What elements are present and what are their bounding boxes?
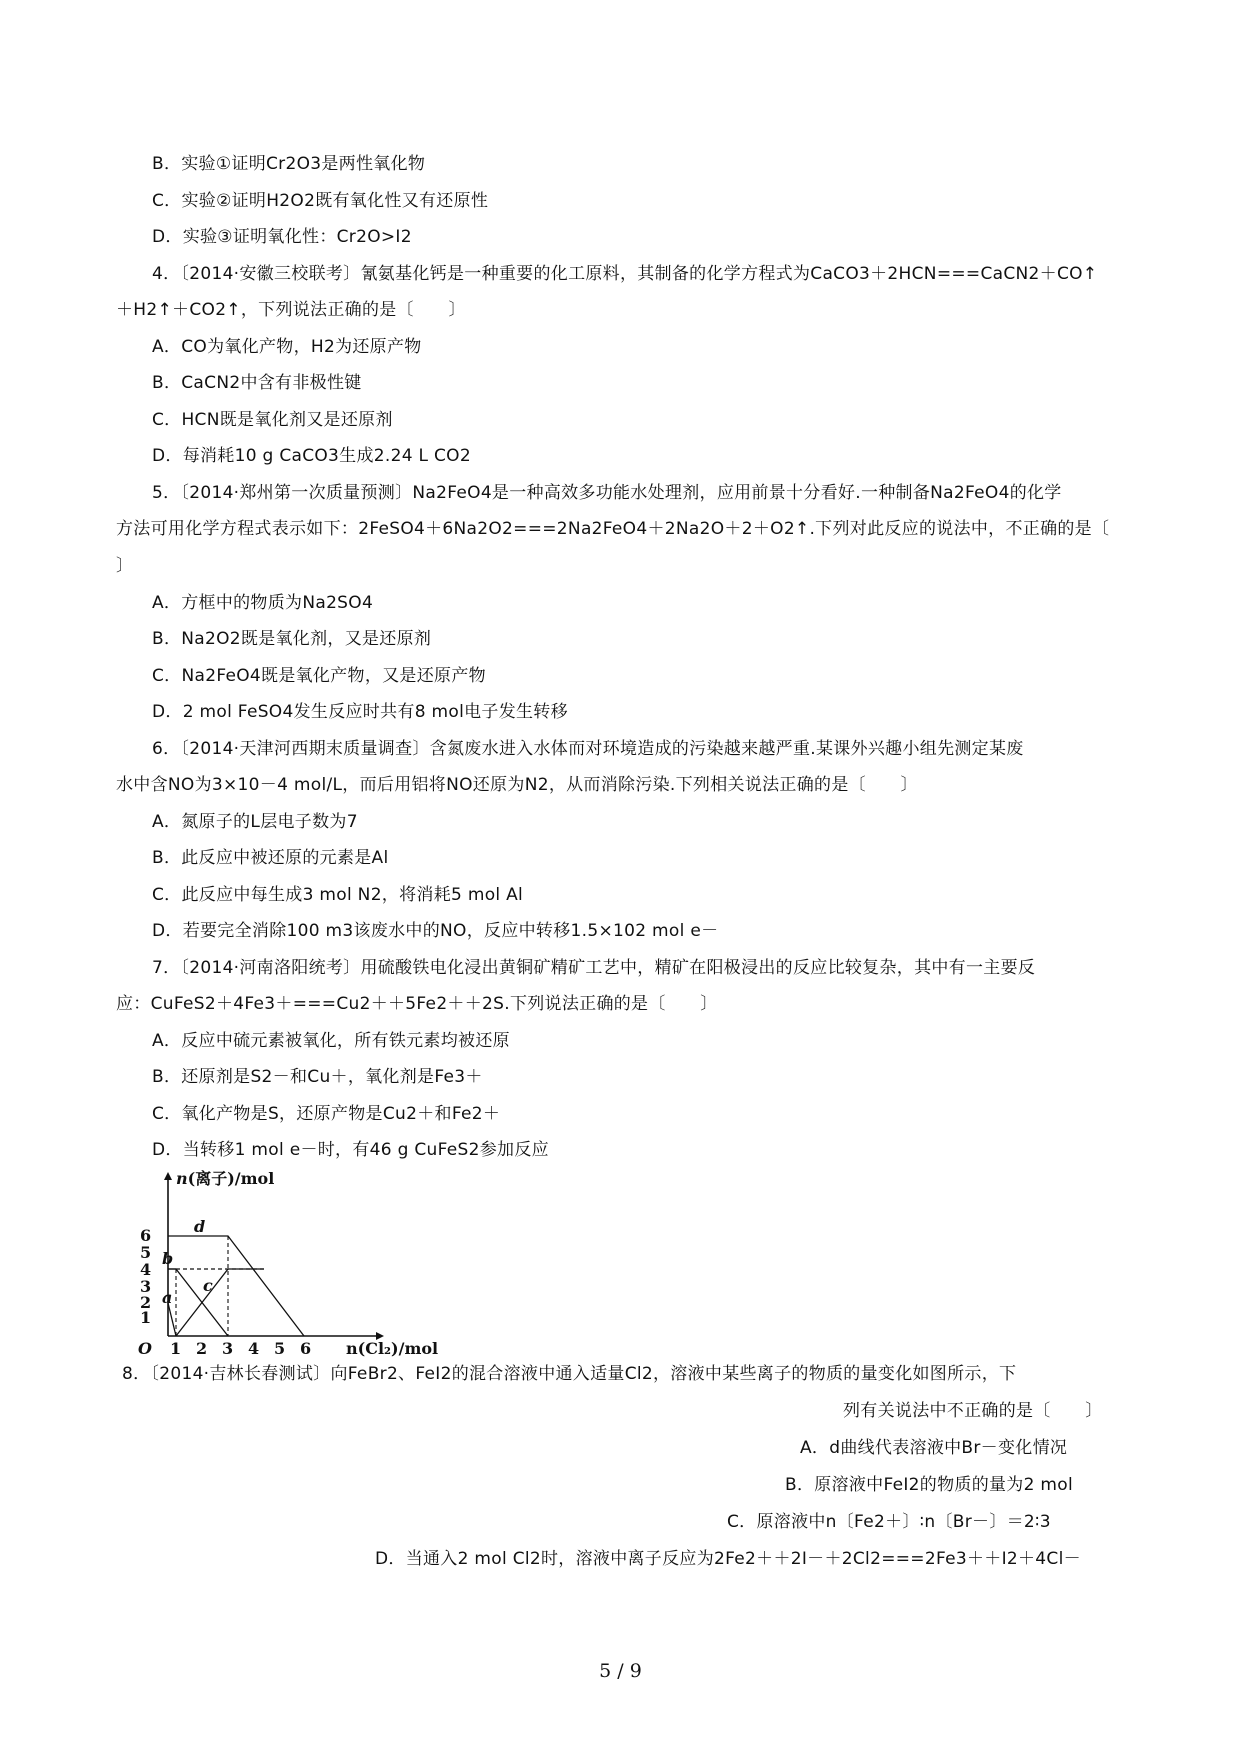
question-6-stem: 6．〔2014·天津河西期末质量调查〕含氮废水进入水体而对环境造成的污染越来越严重.某课外兴趣小组先测定某废 [152, 739, 1024, 759]
option-b-q8: B．原溶液中FeI2的物质的量为2 mol [785, 1475, 1074, 1495]
question-8-stem-cont: 列有关说法中不正确的是〔 〕 [843, 1401, 1103, 1421]
curve-b [168, 1269, 228, 1336]
option-c-q8: C．原溶液中n〔Fe2＋〕∶n〔Br－〕＝2∶3 [727, 1512, 1051, 1532]
question-7-stem: 7．〔2014·河南洛阳统考〕用硫酸铁电化浸出黄铜矿精矿工艺中，精矿在阳极浸出的反应比较复杂，其中有一主要反 [152, 958, 1036, 978]
origin-label: O [138, 1339, 152, 1358]
option-c-q3: C．实验②证明H2O2既有氧化性又有还原性 [152, 191, 489, 211]
option-b-q7: B．还原剂是S2－和Cu＋，氧化剂是Fe3＋ [152, 1067, 483, 1087]
option-a-q7: A．反应中硫元素被氧化，所有铁元素均被还原 [152, 1031, 510, 1051]
y-axis-label: n(离子)/mol [176, 1169, 275, 1188]
curve-a [168, 1303, 176, 1336]
option-d-q4: D．每消耗10 g CaCO3生成2.24 L CO2 [152, 446, 471, 466]
option-c-q4: C．HCN既是氧化剂又是还原剂 [152, 410, 393, 430]
option-a-q6: A．氮原子的L层电子数为7 [152, 812, 358, 832]
option-b-q4: B．CaCN2中含有非极性键 [152, 373, 362, 393]
y-tick-1: 1 [140, 1308, 152, 1327]
option-d-q6: D．若要完全消除100 m3该废水中的NO，反应中转移1.5×102 mol e－ [152, 921, 719, 941]
x-tick-5: 5 [274, 1339, 286, 1358]
x-tick-6: 6 [300, 1339, 312, 1358]
y-tick-2: 2 [140, 1293, 152, 1312]
option-d-q3: D．实验③证明氧化性：Cr2O>I2 [152, 227, 412, 247]
option-c-q6: C．此反应中每生成3 mol N2，将消耗5 mol Al [152, 885, 524, 905]
x-tick-1: 1 [170, 1339, 182, 1358]
curve-label-c: c [203, 1276, 213, 1295]
option-d-q7: D．当转移1 mol e－时，有46 g CuFeS2参加反应 [152, 1140, 549, 1160]
curve-label-a: a [162, 1288, 173, 1307]
question-6-stem-cont: 水中含NO为3×10－4 mol/L，而后用铝将NO还原为N2，从而消除污染.下列相关说法正确的是〔 〕 [116, 775, 918, 795]
question-5-stem-bracket: 〕 [116, 556, 134, 576]
question-4-stem: 4．〔2014·安徽三校联考〕氰氨基化钙是一种重要的化工原料，其制备的化学方程式为CaCO3＋2HCN===CaCN2＋CO↑ [152, 264, 1098, 284]
option-a-q8: A．d曲线代表溶液中Br－变化情况 [800, 1438, 1068, 1458]
option-c-q5: C．Na2FeO4既是氧化产物，又是还原产物 [152, 666, 486, 686]
question-4-stem-cont: ＋H2↑＋CO2↑，下列说法正确的是〔 〕 [116, 300, 466, 320]
y-tick-6: 6 [140, 1226, 152, 1245]
curve-label-d: d [194, 1217, 206, 1236]
option-b-q3: B．实验①证明Cr2O3是两性氧化物 [152, 154, 426, 174]
x-tick-2: 2 [196, 1339, 208, 1358]
option-b-q5: B．Na2O2既是氧化剂，又是还原剂 [152, 629, 432, 649]
option-d-q5: D．2 mol FeSO4发生反应时共有8 mol电子发生转移 [152, 702, 568, 722]
option-a-q4: A．CO为氧化产物，H2为还原产物 [152, 337, 422, 357]
option-c-q7: C．氧化产物是S，还原产物是Cu2＋和Fe2＋ [152, 1104, 501, 1124]
page-number: 5 / 9 [599, 1660, 642, 1682]
y-tick-3: 3 [140, 1277, 152, 1296]
y-tick-4: 4 [140, 1260, 152, 1279]
curve-label-b: b [162, 1249, 174, 1268]
ion-amount-graph [138, 1168, 450, 1358]
x-tick-3: 3 [222, 1339, 234, 1358]
y-tick-5: 5 [140, 1243, 152, 1262]
question-8-stem: 8．〔2014·吉林长春测试〕向FeBr2、FeI2的混合溶液中通入适量Cl2，溶液中某些离子的物质的量变化如图所示，下 [122, 1364, 1017, 1384]
x-axis-label: n(Cl₂)/mol [346, 1339, 439, 1358]
question-7-stem-cont: 应：CuFeS2＋4Fe3＋===Cu2＋＋5Fe2＋＋2S.下列说法正确的是〔 〕 [116, 994, 718, 1014]
question-5-stem: 5．〔2014·郑州第一次质量预测〕Na2FeO4是一种高效多功能水处理剂，应用前景十分看好.一种制备Na2FeO4的化学 [152, 483, 1062, 503]
option-a-q5: A．方框中的物质为Na2SO4 [152, 593, 374, 613]
x-tick-4: 4 [248, 1339, 260, 1358]
question-5-stem-cont: 方法可用化学方程式表示如下：2FeSO4＋6Na2O2===2Na2FeO4＋2Na2O＋2＋O2↑.下列对此反应的说法中，不正确的是〔 [116, 519, 1110, 539]
option-b-q6: B．此反应中被还原的元素是Al [152, 848, 389, 868]
option-d-q8: D．当通入2 mol Cl2时，溶液中离子反应为2Fe2＋＋2I－＋2Cl2===2Fe3＋＋I2＋4Cl－ [375, 1549, 1081, 1569]
